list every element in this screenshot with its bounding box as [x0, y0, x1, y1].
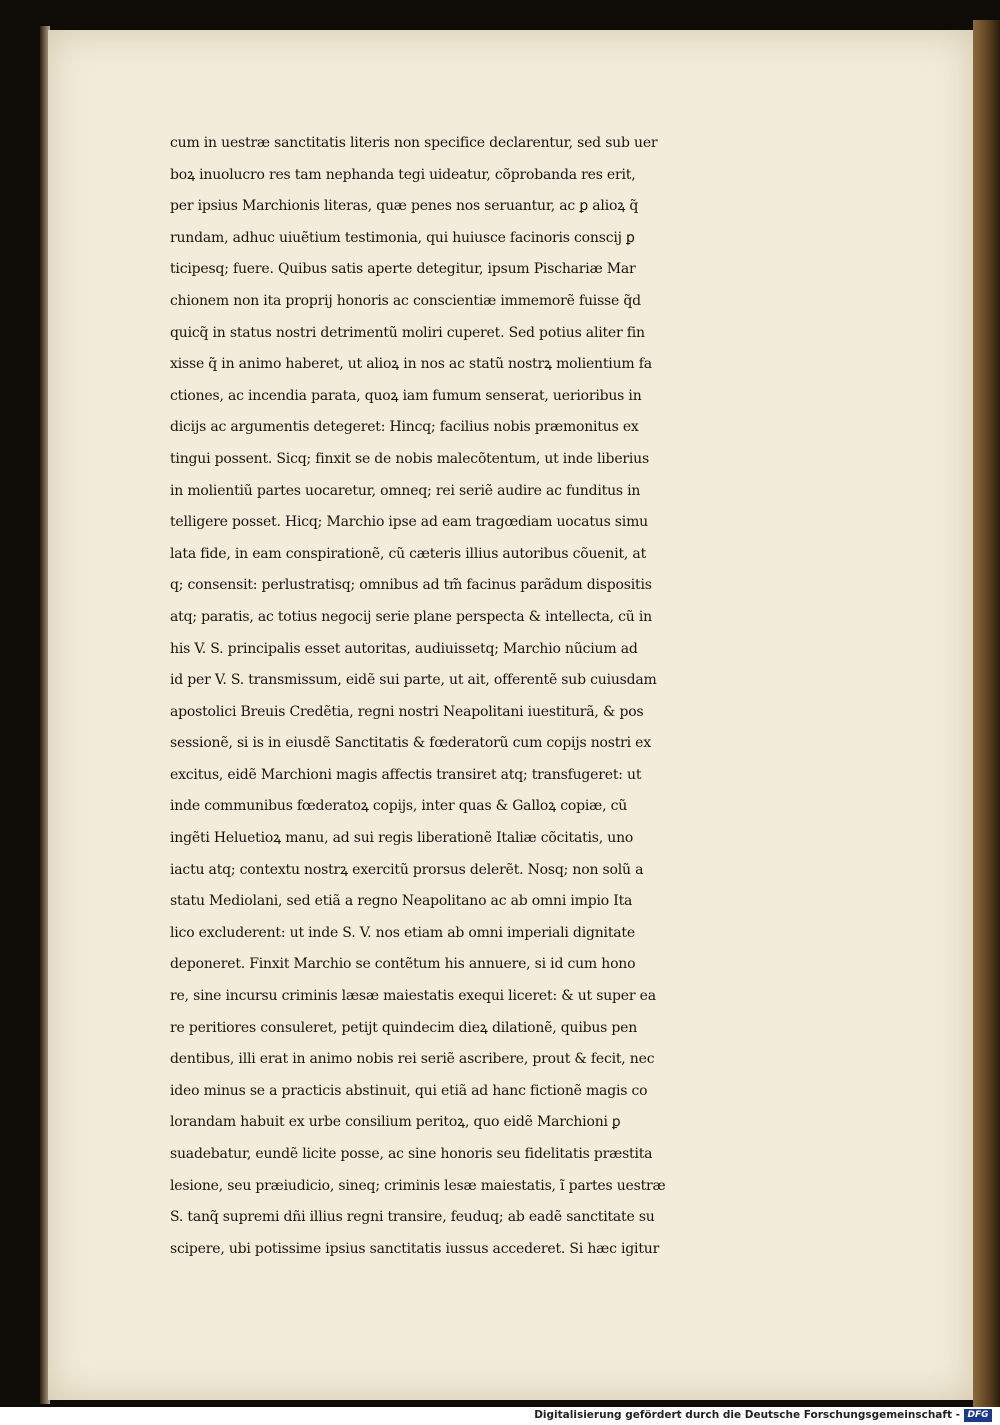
text-line: sessionẽ, si is in eiusdẽ Sanctitatis & fœderatorũ cum copijs nostri ex: [170, 735, 651, 752]
text-line: excitus, eidẽ Marchioni magis affectis transiret atq; transfugeret: ut: [170, 766, 642, 783]
text-line: telligere posset. Hicq; Marchio ipse ad eam tragœdiam uocatus simu: [170, 514, 648, 531]
text-line: ctiones, ac incendia parata, quoꝝ iam fumum senserat, uerioribus in: [170, 387, 642, 404]
text-line: re peritiores consuleret, petijt quindecim dieꝝ dilationẽ, quibus pen: [170, 1019, 638, 1036]
text-line: apostolici Breuis Credẽtia, regni nostri Neapolitani iuestiturã, & pos: [170, 703, 644, 720]
text-line: atq; paratis, ac totius negocij serie plane perspecta & intellecta, cũ in: [170, 608, 652, 625]
text-line: re, sine incursu criminis læsæ maiestatis exequi liceret: & ut super ea: [170, 988, 656, 1005]
text-line: xisse q̃ in animo haberet, ut alioꝝ in nos ac statũ nostrꝝ molientium fa: [170, 356, 652, 373]
text-line: lata fide, in eam conspirationẽ, cũ cæteris illius autoribus cõuenit, at: [170, 545, 646, 562]
text-line: q; consensit: perlustratisq; omnibus ad tm̃ facinus parãdum dispositis: [170, 577, 652, 594]
text-line: ideo minus se a practicis abstinuit, qui etiã ad hanc fictionẽ magis co: [170, 1082, 648, 1099]
text-line: ingẽti Heluetioꝝ manu, ad sui regis liberationẽ Italiæ cõcitatis, uno: [170, 830, 634, 847]
page-text: [170, 128, 930, 1265]
text-line: in molientiũ partes uocaretur, omneq; rei seriẽ audire ac funditus in: [170, 482, 641, 499]
text-line: cum in uestræ sanctitatis literis non specifice declarentur, sed sub uer: [170, 135, 658, 151]
text-line: quicq̃ in status nostri detrimentũ moliri cuperet. Sed potius aliter fin: [170, 324, 645, 341]
text-line: statu Mediolani, sed etiã a regno Neapolitano ac ab omni impio Ita: [170, 893, 633, 910]
funding-notice: Digitalisierung gefördert durch die Deutsche Forschungsgemeinschaft -: [534, 1409, 960, 1421]
text-line: per ipsius Marchionis literas, quæ penes nos seruantur, ac ꝑ alioꝝ q̃: [170, 198, 639, 215]
text-line: ticipesq; fuere. Quibus satis aperte detegitur, ipsum Pischariæ Mar: [170, 261, 636, 278]
text-line: lorandam habuit ex urbe consilium peritoꝝ, quo eidẽ Marchioni ꝑ: [170, 1114, 621, 1131]
text-line: iactu atq; contextu nostrꝝ exercitũ prorsus delerẽt. Nosq; non solũ a: [170, 861, 644, 878]
text-line: his V. S. principalis esset autoritas, audiuissetq; Marchio nũcium ad: [170, 640, 638, 657]
text-line: scipere, ubi potissime ipsius sanctitatis iussus accederet. Si hæc igitur: [170, 1240, 660, 1257]
text-line: chionem non ita proprij honoris ac conscientiæ immemorẽ fuisse q̃d: [170, 292, 641, 309]
text-line: lesione, seu præiudicio, sineq; criminis lesæ maiestatis, ĩ partes uestræ: [170, 1177, 666, 1194]
text-line: dentibus, illi erat in animo nobis rei seriẽ ascribere, prout & fecit, nec: [170, 1051, 655, 1068]
text-line: inde communibus fœderatoꝝ copijs, inter quas & Galloꝝ copiæ, cũ: [170, 798, 628, 815]
text-line: rundam, adhuc uiuẽtium testimonia, qui huiusce facinoris conscij ꝑ: [170, 229, 635, 246]
text-line: lico excluderent: ut inde S. V. nos etiam ab omni imperiali dignitate: [170, 924, 635, 941]
text-line: deponeret. Finxit Marchio se contẽtum his annuere, si id cum hono: [170, 956, 636, 973]
text-line: suadebatur, eundẽ licite posse, ac sine honoris seu fidelitatis præstita: [170, 1146, 653, 1162]
text-line: dicijs ac argumentis detegeret: Hincq; facilius nobis præmonitus ex: [170, 419, 639, 436]
dfg-logo: DFG: [964, 1409, 992, 1422]
text-line: id per V. S. transmissum, eidẽ sui parte, ut ait, offerentẽ sub cuiusdam: [170, 672, 657, 689]
text-line: S. tanq̃ supremi dñi illius regni transire, feuduq; ab eadẽ sanctitate su: [170, 1209, 655, 1226]
text-line: tingui possent. Sicq; finxit se de nobis malecõtentum, ut inde liberius: [170, 450, 649, 467]
text-line: boꝝ inuolucro res tam nephanda tegi uideatur, cõprobanda res erit,: [170, 166, 636, 183]
page-edge-right: [973, 20, 1000, 1410]
